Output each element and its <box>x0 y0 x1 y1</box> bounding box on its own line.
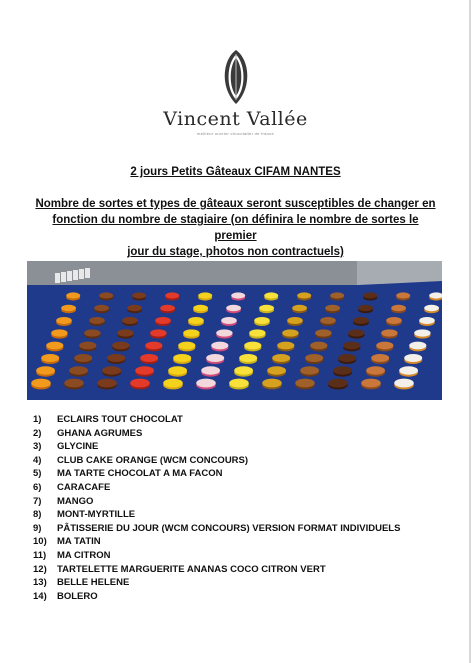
subtitle-line: jour du stage, photos non contractuels) <box>127 246 344 258</box>
list-item: 9) PÂTISSERIE DU JOUR (WCM CONCOURS) VERSION FORMAT INDIVIDUELS <box>33 522 401 534</box>
subtitle-line: fonction du nombre de stagiaire (on définira le nombre de sortes le premier <box>52 214 419 242</box>
pastry-display-illustration <box>27 261 442 400</box>
list-item: 8) MONT-MYRTILLE <box>33 509 136 521</box>
list-item: 2) GHANA AGRUMES <box>33 427 143 439</box>
list-item: 7) MANGO <box>33 495 94 507</box>
list-item: 14) BOLERO <box>33 590 98 602</box>
brand-tagline: meilleur ouvrier chocolatier de france <box>197 131 274 136</box>
page-title: 2 jours Petits Gâteaux CIFAM NANTES <box>130 166 341 178</box>
list-item: 4) CLUB CAKE ORANGE (WCM CONCOURS) <box>33 454 249 466</box>
brand-logo <box>0 48 471 136</box>
list-item: 12) TARTELETTE MARGUERITE ANANAS COCO CITRON VERT <box>33 563 326 575</box>
list-item: 5) MA TARTE CHOCOLAT A MA FACON <box>33 468 223 480</box>
list-item: 13) BELLE HELENE <box>33 577 130 589</box>
list-item: 10) MA TATIN <box>33 536 101 548</box>
list-item: 6) CARACAFE <box>33 481 111 493</box>
list-item: 1) ECLAIRS TOUT CHOCOLAT <box>33 414 183 425</box>
subtitle <box>30 196 441 260</box>
pastry-display-photo <box>27 261 442 400</box>
list-item: 3) GLYCINE <box>33 441 99 453</box>
subtitle-line: Nombre de sortes et types de gâteaux seront susceptibles de changer en <box>35 198 436 210</box>
pastry-list <box>33 413 400 603</box>
brand-name: Vincent Vallée <box>163 108 308 130</box>
cocoa-pod-icon <box>216 48 256 106</box>
list-item: 11) MA CITRON <box>33 549 111 561</box>
